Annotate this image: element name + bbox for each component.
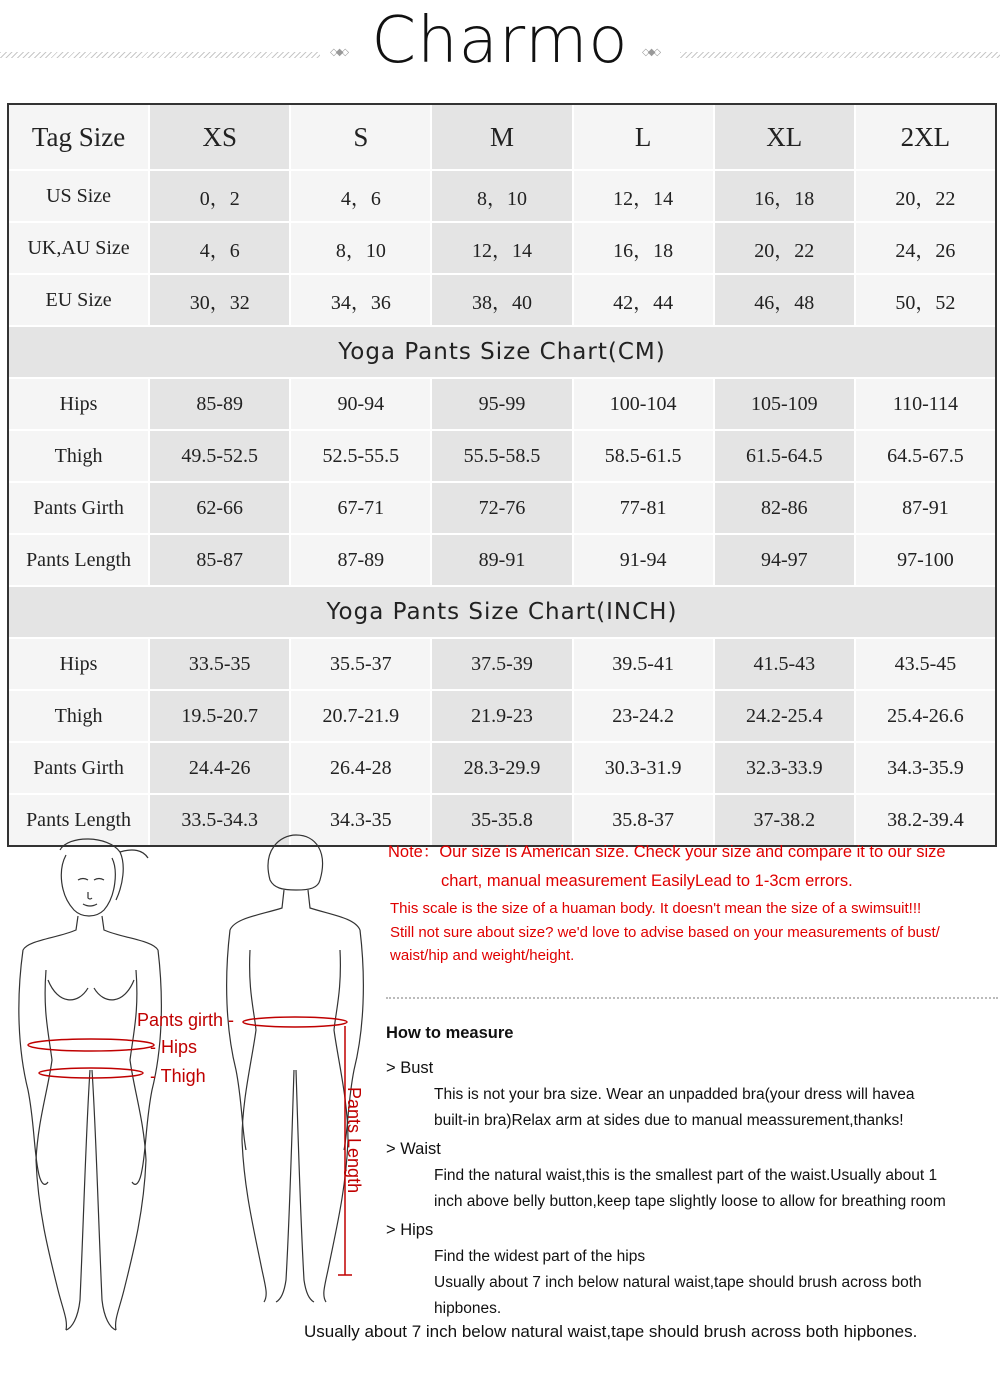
note-line-5: waist/hip and weight/height. — [390, 947, 575, 964]
note-line-1: Note：Our size is American size. Check your size and compare it to our size — [388, 843, 946, 861]
measure-title: How to measure — [386, 1024, 514, 1042]
table-cell: 8，10 — [430, 171, 571, 221]
label-pants-girth: Pants girth - — [137, 1010, 235, 1030]
table-cell: 33.5-35 — [148, 639, 289, 689]
note-line-2: chart, manual measurement EasilyLead to 1-3cm errors. — [441, 872, 853, 890]
table-cell: 72-76 — [430, 483, 571, 533]
table-cell: 55.5-58.5 — [430, 431, 571, 481]
table-cell: 34.3-35 — [289, 795, 430, 845]
table-cell: 37.5-39 — [430, 639, 571, 689]
table-cell: 24.4-26 — [148, 743, 289, 793]
table-cell: 85-89 — [148, 379, 289, 429]
row-label: Pants Girth — [9, 483, 148, 533]
waist-label: > Waist — [386, 1140, 441, 1158]
table-cell: 43.5-45 — [854, 639, 995, 689]
table-row — [9, 221, 995, 273]
table-row — [9, 169, 995, 221]
table-cell: 77-81 — [572, 483, 713, 533]
footer-note: Usually about 7 inch below natural waist,tape should brush across both hipbones. — [304, 1322, 918, 1341]
table-cell: 38.2-39.4 — [854, 795, 995, 845]
back-body-illustration — [220, 830, 370, 1310]
hips-line-1: Find the widest part of the hips — [434, 1248, 646, 1265]
table-cell: 42，44 — [572, 275, 713, 325]
note-line-3: This scale is the size of a huaman body. It doesn't mean the size of a swimsuit!!! — [390, 900, 922, 917]
table-cell: 34，36 — [289, 275, 430, 325]
bust-line-2: built-in bra)Relax arm at sides due to manual meassurement,thanks! — [434, 1112, 904, 1129]
table-cell: 2XL — [854, 105, 995, 169]
waist-line-2: inch above belly button,keep tape slightly loose to allow for breathing room — [434, 1193, 946, 1210]
header — [0, 0, 1000, 100]
row-label: Pants Girth — [9, 743, 148, 793]
table-cell: 90-94 — [289, 379, 430, 429]
size-note — [388, 838, 998, 896]
table-cell: 94-97 — [713, 535, 854, 585]
table-cell: 4，6 — [289, 171, 430, 221]
header-rule-right — [680, 52, 1000, 58]
table-cell: 49.5-52.5 — [148, 431, 289, 481]
table-cell: 100-104 — [572, 379, 713, 429]
row-label: EU Size — [9, 275, 148, 325]
table-cell: 85-87 — [148, 535, 289, 585]
table-row — [9, 481, 995, 533]
inch-section-title: Yoga Pants Size Chart(INCH) — [9, 585, 995, 637]
row-label: Thigh — [9, 691, 148, 741]
table-row — [9, 689, 995, 741]
table-cell: 97-100 — [854, 535, 995, 585]
table-row — [9, 741, 995, 793]
table-cell: XL — [713, 105, 854, 169]
waist-description — [386, 1163, 1000, 1215]
size-chart-table — [7, 103, 997, 847]
table-header-row — [9, 105, 995, 169]
brand-logo: Charmo — [371, 4, 629, 78]
label-hips: - Hips — [150, 1037, 198, 1057]
table-cell: 32.3-33.9 — [713, 743, 854, 793]
table-cell: 26.4-28 — [289, 743, 430, 793]
table-cell: 19.5-20.7 — [148, 691, 289, 741]
table-cell: 34.3-35.9 — [854, 743, 995, 793]
table-cell: 35.5-37 — [289, 639, 430, 689]
label-thigh: - Thigh — [150, 1066, 206, 1086]
diamond-ornament-icon: ◇◆◇ — [330, 47, 348, 58]
table-cell: 38，40 — [430, 275, 571, 325]
table-cell: 20.7-21.9 — [289, 691, 430, 741]
table-cell: 95-99 — [430, 379, 571, 429]
hips-line-3: hipbones. — [434, 1300, 502, 1317]
table-row — [9, 273, 995, 325]
hips-description — [386, 1244, 1000, 1322]
table-cell: 30，32 — [148, 275, 289, 325]
table-cell: 12，14 — [430, 223, 571, 273]
table-cell: 24.2-25.4 — [713, 691, 854, 741]
table-cell: 61.5-64.5 — [713, 431, 854, 481]
table-cell: 30.3-31.9 — [572, 743, 713, 793]
note-line-4: Still not sure about size? we'd love to advise based on your measurements of bust/ — [390, 923, 940, 941]
row-label: US Size — [9, 171, 148, 221]
table-cell: 25.4-26.6 — [854, 691, 995, 741]
table-cell: 16，18 — [713, 171, 854, 221]
row-label: Thigh — [9, 431, 148, 481]
table-cell: 4，6 — [148, 223, 289, 273]
table-cell: 8，10 — [289, 223, 430, 273]
bust-label: > Bust — [386, 1059, 434, 1077]
hips-line-2: Usually about 7 inch below natural waist,tape should brush across both — [434, 1274, 922, 1291]
table-cell: L — [572, 105, 713, 169]
table-cell: 105-109 — [713, 379, 854, 429]
section-divider — [386, 997, 998, 999]
back-body-figure — [220, 830, 370, 1315]
label-pants-length: Pants Length — [344, 1087, 364, 1194]
cm-section-title: Yoga Pants Size Chart(CM) — [9, 325, 995, 377]
table-cell: M — [430, 105, 571, 169]
table-row — [9, 637, 995, 689]
table-cell: 23-24.2 — [572, 691, 713, 741]
row-label: Tag Size — [9, 105, 148, 169]
bust-description — [386, 1082, 1000, 1134]
table-cell: 24，26 — [854, 223, 995, 273]
table-cell: 41.5-43 — [713, 639, 854, 689]
row-label: Pants Length — [9, 795, 148, 845]
table-row — [9, 533, 995, 585]
table-cell: 0，2 — [148, 171, 289, 221]
how-to-measure — [386, 1024, 1000, 1328]
table-cell: 46，48 — [713, 275, 854, 325]
table-cell: 82-86 — [713, 483, 854, 533]
table-row — [9, 377, 995, 429]
table-cell: 110-114 — [854, 379, 995, 429]
table-cell: 12，14 — [572, 171, 713, 221]
row-label: Hips — [9, 639, 148, 689]
table-cell: 20，22 — [854, 171, 995, 221]
hips-label: > Hips — [386, 1221, 434, 1239]
table-cell: 16，18 — [572, 223, 713, 273]
table-cell: 87-91 — [854, 483, 995, 533]
table-cell: 58.5-61.5 — [572, 431, 713, 481]
size-note-secondary — [390, 897, 1000, 968]
table-cell: 39.5-41 — [572, 639, 713, 689]
diamond-ornament-icon: ◇◆◇ — [642, 47, 660, 58]
table-cell: 64.5-67.5 — [854, 431, 995, 481]
row-label: UK,AU Size — [9, 223, 148, 273]
table-cell: S — [289, 105, 430, 169]
row-label: Pants Length — [9, 535, 148, 585]
table-row — [9, 429, 995, 481]
waist-line-1: Find the natural waist,this is the smallest part of the waist.Usually about 1 — [434, 1167, 938, 1184]
table-cell: 50，52 — [854, 275, 995, 325]
row-label: Hips — [9, 379, 148, 429]
table-cell: 33.5-34.3 — [148, 795, 289, 845]
table-cell: 35.8-37 — [572, 795, 713, 845]
table-cell: XS — [148, 105, 289, 169]
front-body-illustration — [8, 830, 248, 1340]
table-cell: 52.5-55.5 — [289, 431, 430, 481]
table-cell: 62-66 — [148, 483, 289, 533]
table-cell: 89-91 — [430, 535, 571, 585]
table-cell: 21.9-23 — [430, 691, 571, 741]
table-cell: 28.3-29.9 — [430, 743, 571, 793]
table-cell: 20，22 — [713, 223, 854, 273]
table-cell: 87-89 — [289, 535, 430, 585]
table-cell: 35-35.8 — [430, 795, 571, 845]
front-body-figure — [8, 830, 248, 1345]
bust-line-1: This is not your bra size. Wear an unpadded bra(your dress will havea — [434, 1086, 915, 1103]
table-cell: 91-94 — [572, 535, 713, 585]
table-cell: 67-71 — [289, 483, 430, 533]
table-cell: 37-38.2 — [713, 795, 854, 845]
